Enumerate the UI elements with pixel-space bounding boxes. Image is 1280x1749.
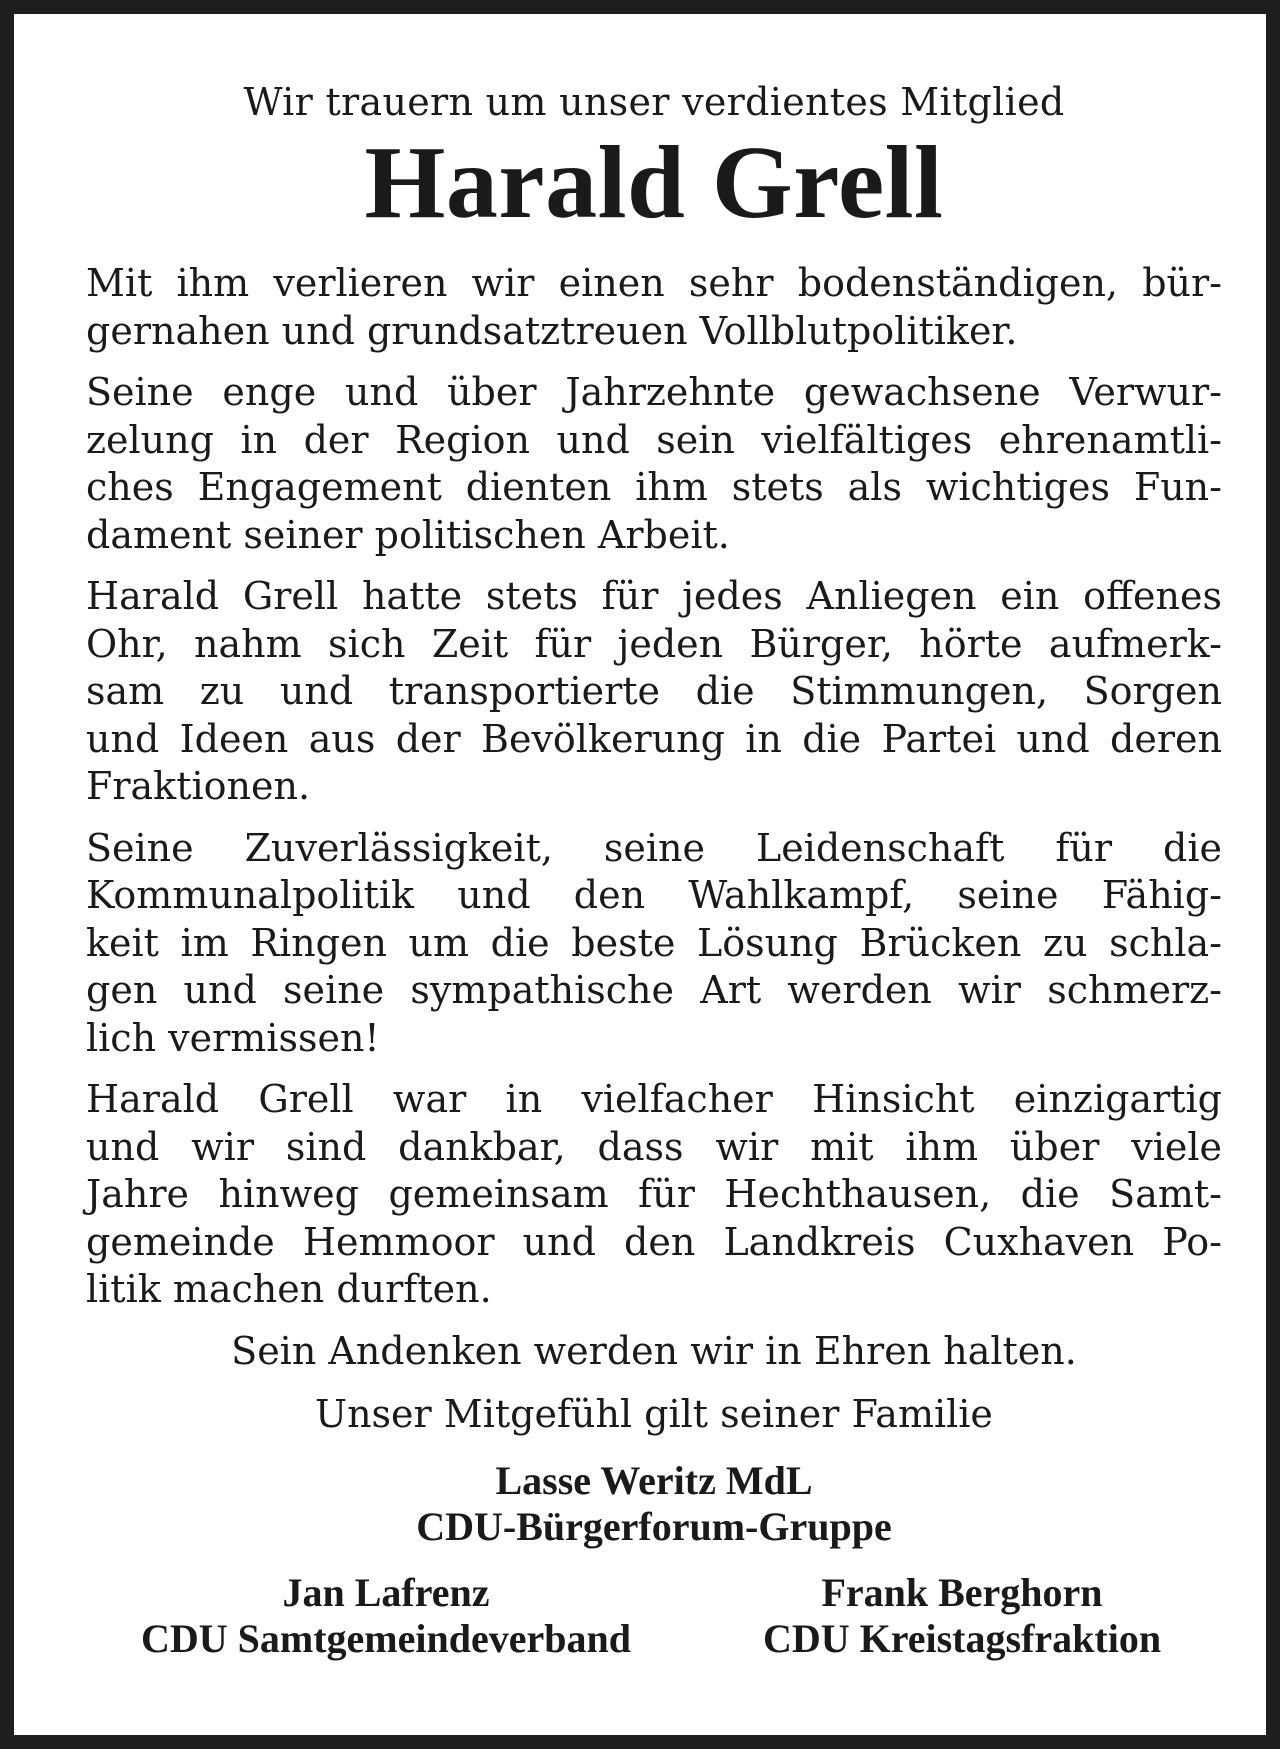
closing-remembrance: Sein Andenken werden wir in Ehren halten. — [231, 1328, 1077, 1373]
text-line: Ohr, nahm sich Zeit für jeden Bürger, hörte aufmerk- — [86, 621, 1222, 666]
text-line: Mit ihm verlieren wir einen sehr bodenständigen, bür- — [86, 261, 1222, 305]
signatory-name: Lasse Weritz MdL — [495, 1457, 813, 1503]
text-line: Seine enge und über Jahrzehnte gewachsene Verwur- — [86, 370, 1222, 414]
intro-line: Wir trauern um unser verdientes Mitglied — [243, 80, 1065, 124]
text-line: litik machen durften. — [86, 1267, 492, 1311]
closing-sympathy: Unser Mitgefühl gilt seiner Familie — [315, 1391, 993, 1436]
text-line: gen und seine sympathische Art werden wir schmerz- — [86, 968, 1222, 1012]
obituary-content — [86, 28, 1222, 1662]
text-line: ches Engagement dienten ihm stets als wichtiges Fun- — [86, 465, 1222, 509]
paragraph-1 — [86, 260, 1222, 355]
signatory-organization: CDU-Bürgerforum-Gruppe — [416, 1503, 892, 1549]
signature-row — [86, 1570, 1222, 1662]
signatory-name: Jan Lafrenz — [282, 1569, 490, 1615]
text-line: zelung in der Region und sein vielfältiges ehrenamtli- — [86, 417, 1222, 462]
text-line: Fraktionen. — [86, 764, 311, 808]
text-line: Harald Grell hatte stets für jedes Anliegen ein offenes — [86, 574, 1222, 618]
text-line: Harald Grell war in vielfacher Hinsicht einzigartig — [86, 1077, 1222, 1121]
signature-left — [86, 1570, 686, 1662]
text-line: Kommunalpolitik und den Wahlkampf, seine Fähig- — [86, 873, 1222, 917]
paragraph-4 — [86, 825, 1222, 1063]
text-line: lich vermissen! — [86, 1015, 380, 1060]
text-line: und Ideen aus der Bevölkerung in die Partei und deren — [86, 716, 1222, 761]
text-line: Seine Zuverlässigkeit, seine Leidenschaft für die — [86, 825, 1222, 870]
text-line: sam zu und transportierte die Stimmungen, Sorgen — [86, 669, 1222, 713]
signature-main — [86, 1458, 1222, 1550]
signatory-organization: CDU Samtgemeindeverband — [141, 1615, 631, 1661]
paragraph-2 — [86, 369, 1222, 559]
text-line: dament seiner politischen Arbeit. — [86, 512, 730, 557]
paragraph-5 — [86, 1076, 1222, 1314]
signatory-name: Frank Berghorn — [821, 1569, 1103, 1615]
deceased-name: Harald Grell — [364, 125, 944, 240]
signatory-organization: CDU Kreistagsfraktion — [762, 1615, 1162, 1661]
text-line: und wir sind dankbar, dass wir mit ihm über viele — [86, 1124, 1222, 1169]
paragraph-3 — [86, 573, 1222, 811]
text-line: keit im Ringen um die beste Lösung Brücken zu schla- — [86, 920, 1222, 965]
signature-right — [702, 1570, 1222, 1662]
text-line: gernahen und grundsatztreuen Vollblutpolitiker. — [86, 308, 1018, 353]
text-line: Jahre hinweg gemeinsam für Hechthausen, die Samt- — [86, 1172, 1222, 1216]
text-line: gemeinde Hemmoor und den Landkreis Cuxhaven Po- — [86, 1219, 1222, 1264]
